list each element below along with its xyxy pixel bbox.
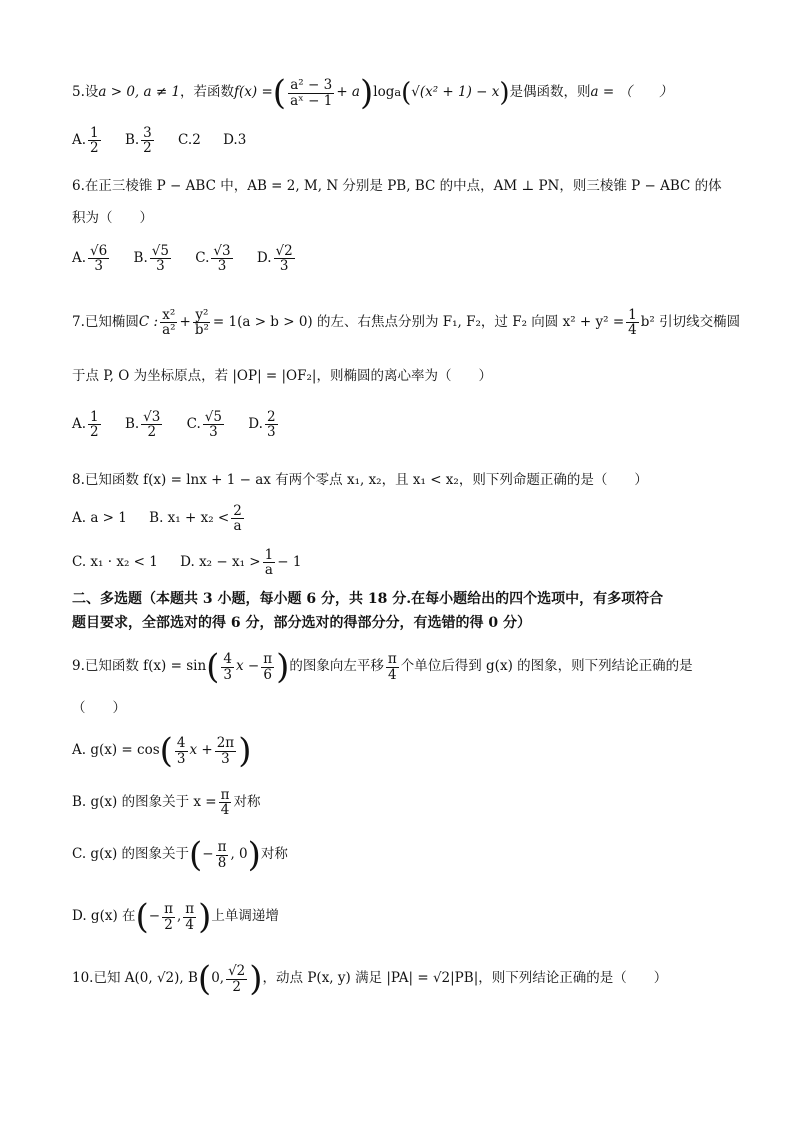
q5-option-b[interactable]: B. $\frac{3}{2}$ [124,125,152,157]
q6-option-a[interactable]: A. $\frac{√6}{3}$ [72,243,108,275]
q7-pre: 7.已知椭圆 [72,313,139,330]
q7-stem-line1: 7.已知椭圆 C : $\frac{\text{x²}}{\text{a²}}$ + $\frac{\text{y²}}{\text{b²}}$ = 1(a > b > 0) 的左、右焦点分别为 F₁, F₂，过 F₂ 向圆 x² + y² = $\frac{1}{4}$ b² 引切线交椭圆 [72,307,741,339]
q9-option-a[interactable]: A. g(x) = cos ( $\frac{4}{3}$ x + $\frac{2\pi}{3}$ ) [72,731,252,771]
q10-stem: 10.已知 A(0, √2), B ( 0, $\frac{√2}{2}$ ) ，动点 P(x, y) 满足 |PA| = √2|PB|，则下列结论正确的是（ ） [72,959,668,999]
q9-option-d[interactable]: D. g(x) 在 ( − $\frac{\pi}{2}$ , $\frac{\pi}{4}$ ) 上单调递增 [72,897,279,937]
q7-option-d[interactable]: D. $\frac{2}{3}$ [248,409,276,441]
q7-stem-line2: 于点 P, O 为坐标原点，若 |OP| = |OF₂|，则椭圆的离心率为（ ） [72,368,492,384]
q6-option-b[interactable]: B. $\frac{√5}{3}$ [133,243,169,275]
q7-option-c[interactable]: C. $\frac{√5}{3}$ [186,409,222,441]
q7-ellipse-name: C : [138,313,159,330]
q8-option-c[interactable]: C. x₁ · x₂ < 1 [72,553,158,570]
q6-option-c[interactable]: C. $\frac{√3}{3}$ [195,243,231,275]
q9-stem-line2: （ ） [72,700,126,716]
q8-stem: 8.已知函数 f(x) = lnx + 1 − ax 有两个零点 x₁, x₂，且 x₁ < x₂，则下列命题正确的是（ ） [72,472,648,488]
q7-option-b[interactable]: B. $\frac{√3}{2}$ [124,409,161,441]
q8-option-d[interactable]: D. x₂ − x₁ > $\frac{1}{a}$ − 1 [180,547,302,579]
q5-log-base: a [394,86,402,100]
q9-option-c[interactable]: C. g(x) 的图象关于 ( − $\frac{\pi}{8}$ , 0 ) 对称 [72,835,288,875]
q5-ask: a = （ ） [590,84,673,101]
q5-condition: a > 0, a ≠ 1 [98,84,181,101]
q8-options-row2 [72,548,319,577]
q7-equation: = 1(a > b > 0) 的左、右焦点分别为 F₁, F₂，过 F₂ 向圆 x² + y² = [212,313,625,330]
q5-log: log [373,84,395,101]
q8-option-a[interactable]: A. a > 1 [72,509,127,526]
q5-options [72,126,264,155]
q7-option-a[interactable]: A. $\frac{1}{2}$ [72,409,99,441]
q5-option-d[interactable]: D. 3 [223,131,247,148]
section2-heading-line1: 二、多选题（本题共 3 小题，每小题 6 分，共 18 分.在每小题给出的四个选项中，有多项符合 [72,591,664,607]
q6-options [72,244,315,273]
q7-tail: b² 引切线交椭圆 [640,313,741,330]
section2-heading-line2: 题目要求，全部选对的得 6 分，部分选对的得部分分，有选错的得 0 分） [72,615,531,631]
q5-stem: 5.设 a > 0, a ≠ 1 ，若函数 f(x) = ( $\frac{\text{a² − 3}}{\text{aˣ − 1}}$ + a ) log a ( √(x² + 1) − x ) 是偶函数，则 a = （ ） [72,73,673,113]
q9-stem-line1: 9.已知函数 f(x) = sin ( $\frac{4}{3}$ x − $\frac{\pi}{6}$ ) 的图象向左平移 $\frac{\pi}{4}$ 个单位后得到 g(x) 的图象，则下列结论正确的是 [72,647,693,687]
q5-plus-a: + a [336,84,360,101]
q8-options-row1 [72,504,264,533]
q5-stem-text-b: ，若函数 [180,84,235,101]
q5-option-c[interactable]: C. 2 [178,131,201,148]
q9-option-b[interactable]: B. g(x) 的图象关于 x = $\frac{\pi}{4}$ 对称 [72,787,261,819]
q6-stem-line2: 积为（ ） [72,210,153,226]
q5-radical: √(x² + 1) − x [411,84,500,101]
q5-option-a[interactable]: A. $\frac{1}{2}$ [72,125,99,157]
q5-stem-text-c: 是偶函数，则 [509,84,591,101]
q5-stem-text-a: 5.设 [72,84,99,101]
q6-option-d[interactable]: D. $\frac{√2}{3}$ [256,243,293,275]
q8-option-b[interactable]: B. x₁ + x₂ < $\frac{2}{a}$ [149,503,242,535]
q9-pre: 9.已知函数 f(x) = sin [72,658,207,675]
q6-stem-line1: 6.在正三棱锥 P − ABC 中，AB = 2, M, N 分别是 PB, BC 的中点，AM ⊥ PN，则三棱锥 P − ABC 的体 [72,178,722,194]
q5-function-label: f(x) = [234,84,273,101]
q5-fraction: $\frac{\text{a² − 3}}{\text{aˣ − 1}}$ [290,77,333,109]
q7-options [72,410,298,439]
